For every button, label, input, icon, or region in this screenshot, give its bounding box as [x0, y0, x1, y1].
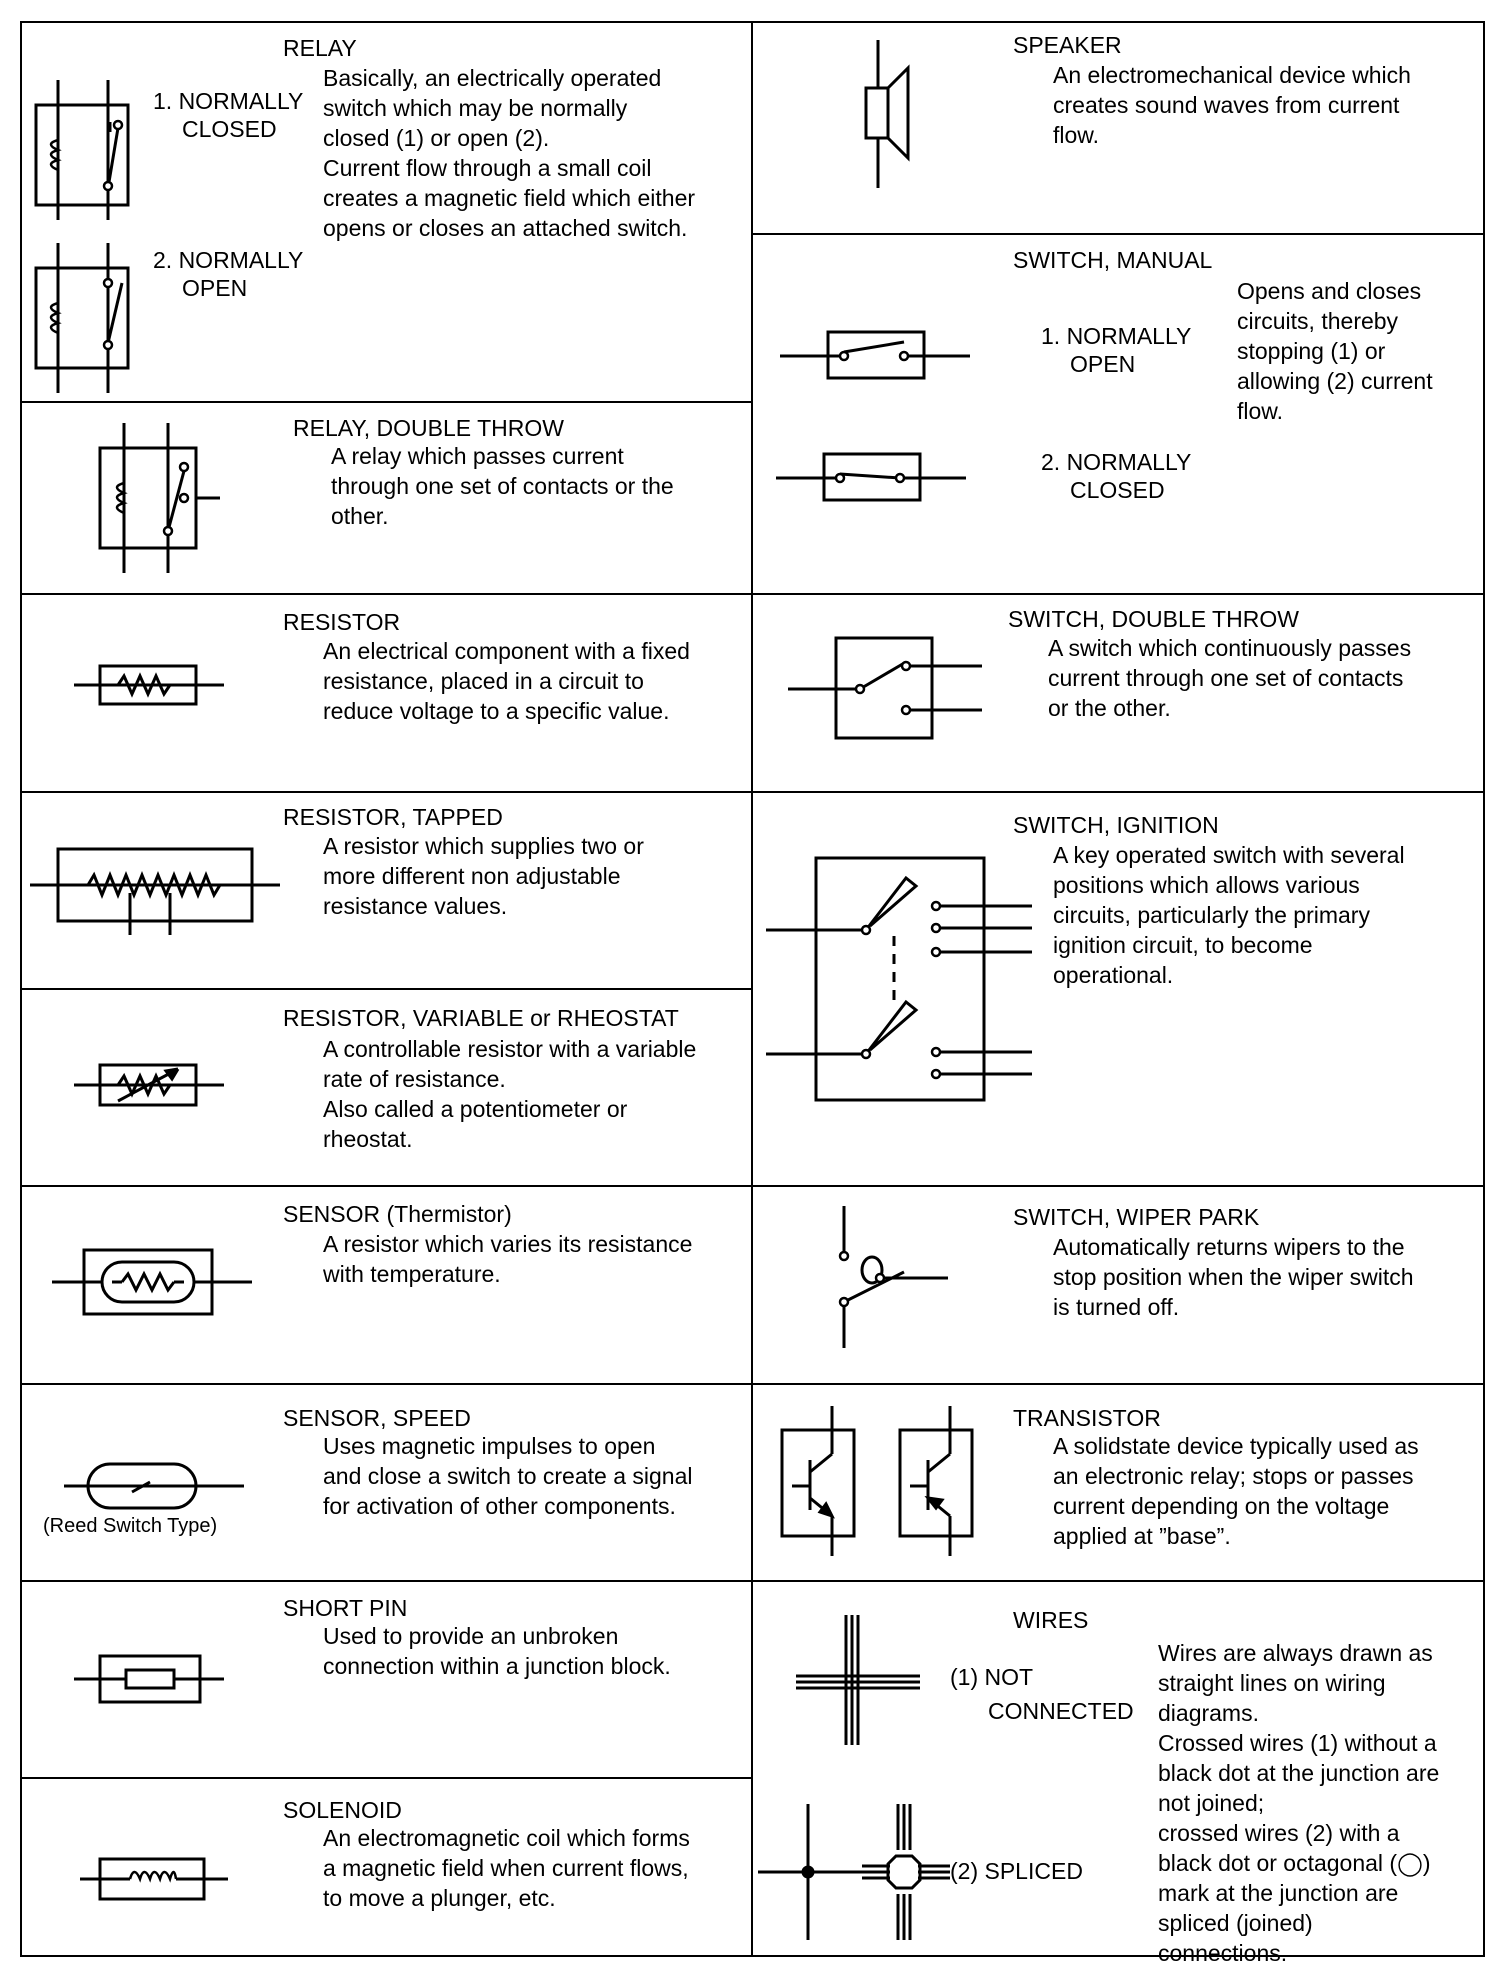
resistor-variable-title: RESISTOR, VARIABLE or RHEOSTAT	[283, 1005, 679, 1031]
switch-ignition-symbol	[766, 856, 1036, 1106]
splice-octagon-junction-icon	[862, 1804, 952, 1940]
resistor-tapped-description: A resistor which supplies two or more different non adjustable resistance values.	[323, 833, 644, 919]
resistor-tapped-title: RESISTOR, TAPPED	[283, 804, 503, 830]
resistor-variable-description: A controllable resistor with a variable rate of resistance. Also called a potentiometer or rheostat.	[323, 1036, 697, 1152]
row-divider	[20, 988, 753, 990]
solenoid-description: An electromagnetic coil which forms a magnetic field when current flows, to move a plunger, etc.	[323, 1825, 690, 1911]
switch-manual-title: SWITCH, MANUAL	[1013, 247, 1213, 273]
wires-title: WIRES	[1013, 1607, 1089, 1633]
speaker-description: An electromechanical device which creates sound waves from current flow.	[1053, 62, 1411, 148]
switch-wiper-park-symbol	[820, 1200, 960, 1350]
resistor-symbol	[74, 662, 224, 712]
speaker-symbol	[860, 40, 930, 190]
resistor-title: RESISTOR	[283, 609, 401, 635]
row-divider	[20, 401, 753, 403]
switch-manual-option-1: 1. NORMALLY OPEN	[1041, 323, 1192, 377]
relay-title: RELAY	[283, 35, 357, 61]
short-pin-description: Used to provide an unbroken connection within a junction block.	[323, 1623, 671, 1679]
resistor-tapped-symbol	[30, 845, 280, 935]
row-divider	[20, 1580, 1485, 1582]
switch-manual-description: Opens and closes circuits, thereby stopping (1) or allowing (2) current flow.	[1237, 278, 1433, 424]
sensor-speed-title: SENSOR, SPEED	[283, 1405, 471, 1431]
short-pin-title: SHORT PIN	[283, 1595, 408, 1621]
relay-normally-closed-symbol	[30, 80, 140, 220]
row-divider	[20, 791, 1485, 793]
wires-description: Wires are always drawn as straight lines on wiring diagrams. Crossed wires (1) without a black dot at the junction are not joined; crossed wires (2) with a black dot or octagonal (◯) mark at the junction are spliced (joined) connections.	[1158, 1640, 1440, 1966]
relay-double-throw-symbol	[92, 423, 232, 573]
wires-spliced-label: (2) SPLICED	[950, 1858, 1083, 1884]
sensor-speed-caption: (Reed Switch Type)	[43, 1515, 218, 1537]
sensor-thermistor-title: SENSOR (Thermistor)	[283, 1201, 512, 1227]
switch-double-throw-description: A switch which continuously passes current through one set of contacts or the other.	[1048, 635, 1412, 721]
switch-normally-closed-symbol	[776, 452, 976, 502]
sensor-speed-description: Uses magnetic impulses to open and close a switch to create a signal for activation of other components.	[323, 1433, 693, 1519]
relay-normally-open-symbol	[30, 243, 140, 393]
transistor-npn-symbol	[780, 1406, 860, 1556]
sensor-thermistor-description: A resistor which varies its resistance with temperature.	[323, 1231, 693, 1287]
wires-not-connected-label: (1) NOT CONNECTED	[950, 1664, 1134, 1724]
row-divider	[20, 1383, 1485, 1385]
transistor-pnp-symbol	[898, 1406, 978, 1556]
switch-wiper-park-description: Automatically returns wipers to the stop position when the wiper switch is turned off.	[1053, 1234, 1414, 1320]
switch-normally-open-symbol	[780, 330, 980, 380]
speaker-title: SPEAKER	[1013, 32, 1122, 58]
row-divider	[751, 233, 1485, 235]
solenoid-symbol	[80, 1851, 230, 1911]
switch-double-throw-symbol	[788, 636, 988, 742]
relay-option-1: 1. NORMALLY CLOSED	[153, 88, 304, 142]
short-pin-symbol	[74, 1650, 234, 1710]
relay-option-2: 2. NORMALLY OPEN	[153, 247, 304, 301]
row-divider	[20, 1185, 1485, 1187]
solenoid-title: SOLENOID	[283, 1797, 402, 1823]
sensor-thermistor-symbol	[52, 1248, 252, 1318]
relay-double-throw-description: A relay which passes current through one set of contacts or the other.	[331, 443, 674, 529]
relay-description: Basically, an electrically operated switch which may be normally closed (1) or open (2). Current flow through a small coil creates a magnetic field which either opens or closes an attached switch.	[323, 65, 696, 241]
relay-double-throw-title: RELAY, DOUBLE THROW	[293, 415, 564, 441]
splice-dot-junction-icon	[758, 1804, 868, 1940]
transistor-description: A solidstate device typically used as an electronic relay; stops or passes current depending on the voltage applied at ”base”.	[1053, 1433, 1419, 1549]
switch-wiper-park-title: SWITCH, WIPER PARK	[1013, 1204, 1260, 1230]
switch-ignition-title: SWITCH, IGNITION	[1013, 812, 1219, 838]
sensor-speed-symbol	[64, 1458, 244, 1518]
wires-not-connected-symbol	[796, 1615, 926, 1745]
transistor-title: TRANSISTOR	[1013, 1405, 1161, 1431]
switch-manual-option-2: 2. NORMALLY CLOSED	[1041, 449, 1192, 503]
switch-double-throw-title: SWITCH, DOUBLE THROW	[1008, 606, 1299, 632]
row-divider	[20, 1777, 753, 1779]
resistor-description: An electrical component with a fixed resistance, placed in a circuit to reduce voltage to a specific value.	[323, 638, 690, 724]
switch-ignition-description: A key operated switch with several positions which allows various circuits, particularly the primary ignition circuit, to become operational.	[1053, 842, 1405, 988]
resistor-variable-symbol	[74, 1055, 224, 1115]
row-divider	[20, 593, 1485, 595]
